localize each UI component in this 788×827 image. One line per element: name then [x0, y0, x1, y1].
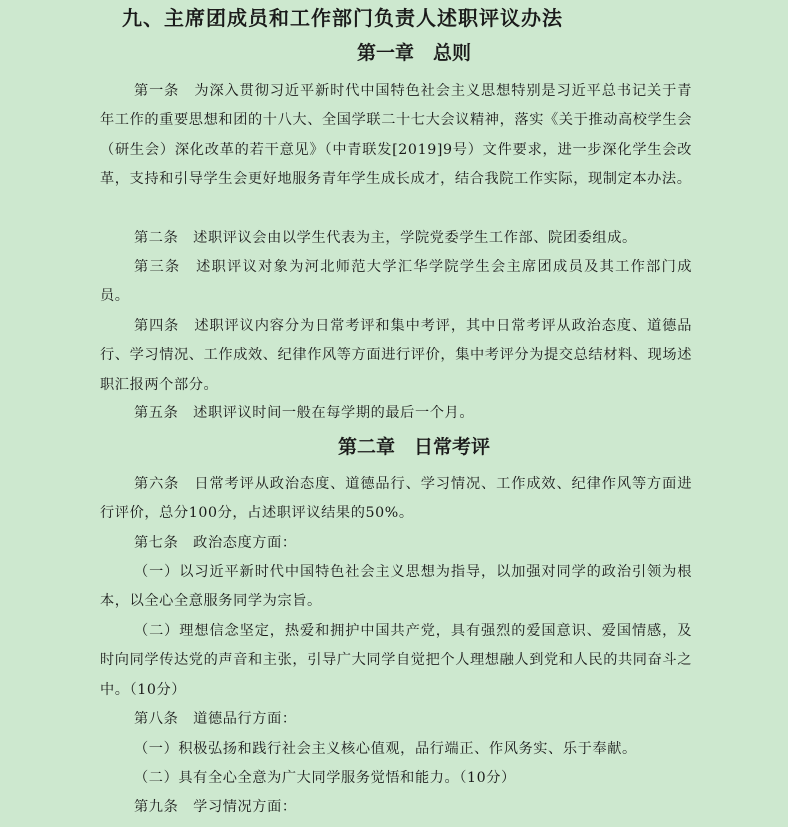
article-8-item-1: （一）积极弘扬和践行社会主义核心值观，品行端正、作风务实、乐于奉献。	[134, 741, 637, 757]
article-8-item-2: （二）具有全心全意为广大同学服务觉悟和能力。（10分）	[134, 770, 516, 786]
chapter-1-title: 第一章 总则	[356, 42, 471, 64]
article-7-item-2: （二）理想信念坚定，热爱和拥护中国共产党，具有强烈的爱国意识、爱国情感，及时向同学传达党的声音和主张，引导广大同学自觉把个人理想融人到党和人民的共同奋斗之中。（10分）	[100, 623, 692, 698]
article-7-item-1: （一）以习近平新时代中国特色社会主义思想为指导，以加强对同学的政治引领为根本，以全心全意服务同学为宗旨。	[100, 564, 692, 610]
article-6: 第六条 日常考评从政治态度、道德品行、学习情况、工作成效、纪律作风等方面进行评价，总分100分，占述职评议结果的50%。	[100, 476, 692, 522]
article-7: 第七条 政治态度方面：	[134, 535, 297, 551]
article-9: 第九条 学习情况方面：	[134, 799, 297, 815]
article-5: 第五条 述职评议时间一般在每学期的最后一个月。	[134, 405, 475, 421]
article-8: 第八条 道德品行方面：	[134, 711, 297, 727]
section-title: 九、主席团成员和工作部门负责人述职评议办法	[122, 6, 563, 30]
article-4: 第四条 述职评议内容分为日常考评和集中考评，其中日常考评从政治态度、道德品行、学习情况、工作成效、纪律作风等方面进行评价，集中考评分为提交总结材料、现场述职汇报两个部分。	[100, 318, 692, 393]
chapter-2-title: 第二章 日常考评	[337, 436, 490, 458]
article-1: 第一条 为深入贯彻习近平新时代中国特色社会主义思想特别是习近平总书记关于青年工作的重要思想和团的十八大、全国学联二十七大会议精神，落实《关于推动高校学生会（研生会）深化改革的若干意见》（中青联发[2019]9号）文件要求，进一步深化学生会改革，支持和引导学生会更好地服务青年学生成长成才，结合我院工作实际，现制定本办法。	[100, 83, 692, 187]
article-2: 第二条 述职评议会由以学生代表为主，学院党委学生工作部、院团委组成。	[134, 230, 637, 246]
article-3: 第三条 述职评议对象为河北师范大学汇华学院学生会主席团成员及其工作部门成员。	[100, 259, 692, 305]
